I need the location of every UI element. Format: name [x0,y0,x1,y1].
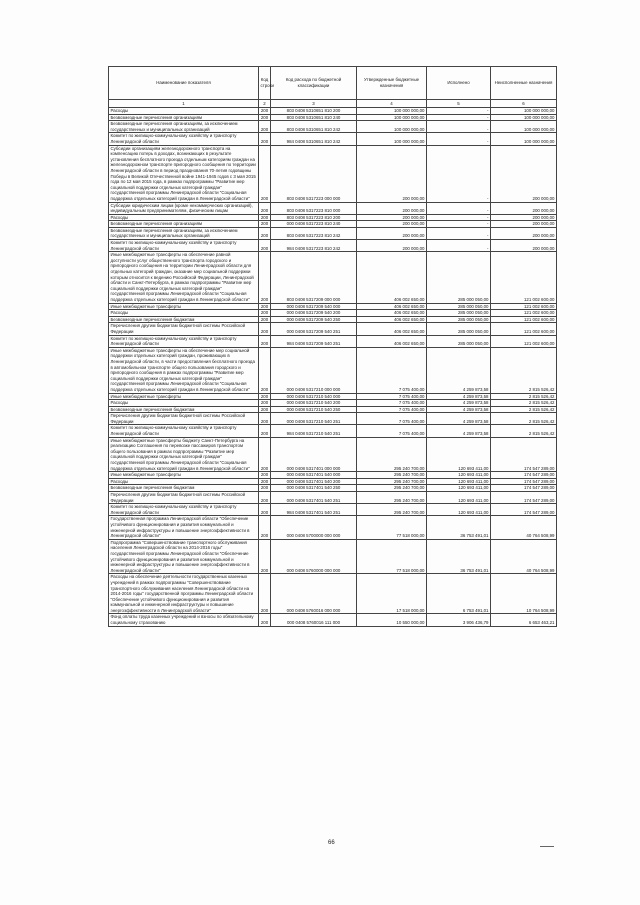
row-executed: 4 259 873,58 [427,406,491,413]
row-unexecuted: 40 764 508,99 [491,539,557,574]
row-executed: 36 753 491,01 [427,516,491,539]
row-unexecuted: 174 547 289,00 [491,478,557,485]
row-budget-code: 803 0408 5317209 000 000 [271,252,357,303]
row-name: Иные межбюджетные трансферты на обеспечение мер социальной поддержки отдельных категорий граждан, проживающих в Ленинградской области, в части предоставления бесплатного проезда в автомобильном транспорте общего пользования городского и пригородного сообщения в рамках подпрограммы "Развитие мер социальной поддержки отдельных категорий граждан" государственной программы Ленинградской области "Социальная поддержка отдельных категорий граждан в Ленинградской области" [109,347,259,393]
table-row [109,492,557,504]
row-executed: - [427,133,491,145]
row-approved: 10 550 000,00 [357,614,427,626]
row-name: Подпрограмма "Совершенствование транспортного обслуживания населения Ленинградской области на 2014-2016 годы" государственной программы Ленинградской области "Обеспечение устойчивого функционирования и развития коммунальной и инженерной инфраструктуры и повышение энергоэффективности в Ленинградской области" [109,539,259,574]
row-name: Безвозмездные перечисления бюджетам [109,485,259,492]
row-line-code: 200 [259,413,271,425]
row-executed: - [427,214,491,221]
row-unexecuted: 121 002 600,00 [491,316,557,323]
row-executed: - [427,114,491,121]
row-name: Субсидии юридическим лицам (кроме некоммерческих организаций), индивидуальным предпринимателям, физическим лицам [109,202,259,214]
row-line-code: 200 [259,485,271,492]
row-budget-code: 000 0408 5700000 000 000 [271,516,357,539]
row-budget-code: 000 0408 5760016 000 000 [271,574,357,614]
row-line-code: 200 [259,574,271,614]
row-unexecuted: 10 764 508,99 [491,574,557,614]
row-executed: 120 693 411,00 [427,472,491,479]
row-name: Комитет по жилищно-коммунальному хозяйству и транспорту Ленинградской области [109,335,259,347]
row-name: Иные межбюджетные трансферты [109,393,259,400]
table-row [109,335,557,347]
table-row [109,114,557,121]
row-name: Государственная программа Ленинградской области "Обеспечение устойчивого функционирования и развития коммунальной и инженерной инфраструктуры и повышение энергоэффективности в Ленинградской области" [109,516,259,539]
row-unexecuted: 174 547 289,00 [491,492,557,504]
row-line-code: 200 [259,437,271,472]
row-approved: 406 002 650,00 [357,310,427,317]
table-row [109,240,557,252]
row-line-code: 200 [259,145,271,202]
row-name: Перечисления другим бюджетам бюджетной системы Российской Федерации [109,492,259,504]
row-line-code: 200 [259,400,271,407]
row-executed: 120 693 411,00 [427,478,491,485]
row-executed: - [427,227,491,239]
row-budget-code: 000 0408 5317209 540 250 [271,316,357,323]
row-line-code: 200 [259,406,271,413]
table-row [109,539,557,574]
header-unexecuted: Неисполненные назначения [491,67,557,100]
row-approved: 100 000 000,00 [357,133,427,145]
row-name: Расходы на обеспечение деятельности государственных казенных учреждений в рамках подпрограммы "Совершенствование транспортного обслуживания населения Ленинградской области на 2014-2016 годы" государственной программы Ленинградской области "Обеспечение устойчивого функционирования и развития коммунальной и инженерной инфраструктуры и повышение энергоэффективности в Ленинградской области" [109,574,259,614]
row-executed: 285 000 050,00 [427,335,491,347]
table-row [109,516,557,539]
row-budget-code: 000 0408 5760016 111 000 [271,614,357,626]
row-unexecuted: 2 815 526,42 [491,413,557,425]
row-budget-code: 000 0408 5317401 540 200 [271,478,357,485]
row-line-code: 200 [259,614,271,626]
row-name: Комитет по жилищно-коммунальному хозяйству и транспорту Ленинградской области [109,425,259,437]
row-unexecuted: 40 764 508,99 [491,516,557,539]
row-executed: 120 693 411,00 [427,504,491,516]
row-line-code: 200 [259,214,271,221]
row-approved: 295 240 700,00 [357,472,427,479]
column-number: 2 [259,100,271,108]
row-line-code: 200 [259,492,271,504]
row-executed: 285 000 050,00 [427,252,491,303]
row-name: Иные межбюджетные трансферты на обеспечение равной доступности услуг общественного транспорта городского и пригородного сообщения на территории Ленинградской области для отдельных категорий граждан, оказание мер социальной поддержки которым относится к ведению Российской Федерации, Ленинградской области и Санкт-Петербурга, в рамках подпрограммы "Развитие мер социальной поддержки отдельных категорий граждан" государственной программы Ленинградской области "Социальная поддержка отдельных категорий граждан в Ленинградской области" [109,252,259,303]
budget-execution-table [108,66,557,627]
row-unexecuted: 100 000 000,00 [491,121,557,133]
row-executed: - [427,221,491,228]
row-approved: 7 075 400,00 [357,347,427,393]
row-line-code: 200 [259,221,271,228]
row-executed: - [427,202,491,214]
row-executed: 4 259 873,58 [427,347,491,393]
row-budget-code: 803 0408 5310651 810 200 [271,108,357,115]
row-approved: 406 002 650,00 [357,316,427,323]
table-row [109,310,557,317]
table-row [109,614,557,626]
row-line-code: 200 [259,252,271,303]
row-line-code: 200 [259,393,271,400]
row-name: Перечисления другим бюджетам бюджетной системы Российской Федерации [109,413,259,425]
row-budget-code: 803 0408 5310651 810 242 [271,121,357,133]
row-line-code: 200 [259,240,271,252]
column-number-row [109,100,557,108]
row-unexecuted: 174 547 289,00 [491,504,557,516]
row-name: Комитет по жилищно-коммунальному хозяйству и транспорту Ленинградской области [109,504,259,516]
row-budget-code: 000 0408 5317401 540 000 [271,472,357,479]
row-budget-code: 803 0408 5317223 810 242 [271,227,357,239]
row-budget-code: 000 0408 5317210 540 200 [271,400,357,407]
row-name: Расходы [109,400,259,407]
table-row [109,202,557,214]
row-unexecuted: 2 815 526,42 [491,406,557,413]
row-budget-code: 000 0408 5317209 540 000 [271,303,357,310]
row-line-code: 200 [259,202,271,214]
row-unexecuted: 2 815 526,42 [491,347,557,393]
row-approved: 406 002 650,00 [357,323,427,335]
row-line-code: 200 [259,516,271,539]
row-approved: 100 000 000,00 [357,108,427,115]
table-row [109,485,557,492]
row-unexecuted: 200 000,00 [491,221,557,228]
row-executed: 4 259 873,58 [427,400,491,407]
table-row [109,145,557,202]
row-name: Безвозмездные перечисления бюджетам [109,316,259,323]
row-executed: 4 259 873,58 [427,393,491,400]
table-row [109,347,557,393]
row-approved: 100 000 000,00 [357,121,427,133]
row-budget-code: 000 0408 5317401 000 000 [271,437,357,472]
row-approved: 200 000,00 [357,214,427,221]
table-row [109,425,557,437]
row-approved: 200 000,00 [357,202,427,214]
row-approved: 406 002 650,00 [357,335,427,347]
table-row [109,316,557,323]
header-budget-code: Код расхода по бюджетной классификации [271,67,357,100]
row-executed: - [427,108,491,115]
row-approved: 200 000,00 [357,221,427,228]
row-approved: 295 240 700,00 [357,504,427,516]
header-line-code: Код строки [259,67,271,100]
row-approved: 7 075 400,00 [357,425,427,437]
row-name: Фонд оплаты труда казенных учреждений и взносы по обязательному социальному страхованию [109,614,259,626]
row-unexecuted: 100 000 000,00 [491,114,557,121]
header-executed: Исполнено [427,67,491,100]
row-line-code: 200 [259,347,271,393]
row-approved: 100 000 000,00 [357,114,427,121]
table-row [109,393,557,400]
row-budget-code: 984 0408 5317210 540 251 [271,425,357,437]
row-unexecuted: 121 002 600,00 [491,310,557,317]
row-name: Иные межбюджетные трансферты бюджету Санкт-Петербурга на реализацию Соглашения по перевозке пассажиров транспортом общего пользования в рамках подпрограммы "Развитие мер социальной поддержки отдельных категорий граждан" государственной программы Ленинградской области "Социальная поддержка отдельных категорий граждан в Ленинградской области" [109,437,259,472]
table-row [109,406,557,413]
row-budget-code: 000 0408 5317401 540 251 [271,492,357,504]
table-row [109,323,557,335]
row-budget-code: 000 0408 5317210 540 251 [271,413,357,425]
row-name: Комитет по жилищно-коммунальному хозяйству и транспорту Ленинградской области [109,133,259,145]
column-number: 1 [109,100,259,108]
row-unexecuted: 6 653 463,21 [491,614,557,626]
row-budget-code: 803 0408 5317223 810 000 [271,202,357,214]
row-approved: 77 518 000,00 [357,539,427,574]
row-executed: 4 259 873,58 [427,413,491,425]
row-unexecuted: 2 815 526,42 [491,400,557,407]
table-row [109,400,557,407]
row-unexecuted: 174 547 289,00 [491,437,557,472]
row-budget-code: 803 0408 5310651 810 240 [271,114,357,121]
table-row [109,504,557,516]
row-executed: 285 000 050,00 [427,303,491,310]
header-indicator-name: Наименование показателя [109,67,259,100]
row-line-code: 200 [259,539,271,574]
row-unexecuted: 121 002 600,00 [491,303,557,310]
row-executed: 4 259 873,58 [427,425,491,437]
table-row [109,252,557,303]
row-name: Безвозмездные перечисления организациям [109,114,259,121]
row-name: Безвозмездные перечисления бюджетам [109,406,259,413]
row-approved: 406 002 650,00 [357,303,427,310]
row-budget-code: 000 0408 5317210 540 250 [271,406,357,413]
row-budget-code: 000 0408 5317210 000 000 [271,347,357,393]
row-approved: 200 000,00 [357,240,427,252]
row-unexecuted: 2 815 526,42 [491,425,557,437]
row-unexecuted: 200 000,00 [491,202,557,214]
row-unexecuted: 121 002 600,00 [491,252,557,303]
row-line-code: 200 [259,323,271,335]
row-unexecuted: 121 002 600,00 [491,335,557,347]
column-number: 6 [491,100,557,108]
row-budget-code: 984 0408 5317401 540 251 [271,504,357,516]
row-executed: 285 000 050,00 [427,316,491,323]
row-line-code: 200 [259,478,271,485]
row-budget-code: 803 0408 5317223 000 000 [271,145,357,202]
row-line-code: 200 [259,472,271,479]
row-approved: 7 075 400,00 [357,400,427,407]
row-executed: 285 000 050,00 [427,310,491,317]
row-executed: 3 906 436,79 [427,614,491,626]
row-budget-code: 000 0408 5760000 000 000 [271,539,357,574]
row-approved: 200 000,00 [357,227,427,239]
table-row [109,133,557,145]
table-row [109,478,557,485]
row-executed: 285 000 050,00 [427,323,491,335]
row-unexecuted: 121 002 600,00 [491,323,557,335]
row-name: Расходы [109,310,259,317]
margin-dash [540,846,554,847]
row-executed: 36 753 491,01 [427,539,491,574]
table-row [109,214,557,221]
row-unexecuted: 200 000,00 [491,227,557,239]
row-budget-code: 000 0408 5317209 540 251 [271,323,357,335]
row-name: Комитет по жилищно-коммунальному хозяйству и транспорту Ленинградской области [109,240,259,252]
row-unexecuted: 200 000,00 [491,145,557,202]
row-executed: 120 693 411,00 [427,437,491,472]
row-approved: 77 518 000,00 [357,516,427,539]
row-budget-code: 984 0408 5317223 810 242 [271,240,357,252]
row-budget-code: 000 0408 5317401 540 250 [271,485,357,492]
row-name: Безвозмездные перечисления организациям, за исключением государственных и муниципальных организаций [109,227,259,239]
table-row [109,221,557,228]
row-approved: 7 075 400,00 [357,413,427,425]
row-budget-code: 000 0408 5317209 540 200 [271,310,357,317]
row-approved: 17 518 000,00 [357,574,427,614]
row-unexecuted: 100 000 000,00 [491,108,557,115]
row-name: Безвозмездные перечисления организациям [109,221,259,228]
row-approved: 295 240 700,00 [357,437,427,472]
row-executed: 120 693 411,00 [427,492,491,504]
table-header-row [109,67,557,100]
column-number: 4 [357,100,427,108]
row-unexecuted: 200 000,00 [491,214,557,221]
row-line-code: 200 [259,114,271,121]
row-name: Субсидии организациям железнодорожного транспорта на компенсацию потерь в доходах, возникающих в результате установления бесплатного проезда отдельным категориям граждан на железнодорожном транспорте пригородного сообщения по территории Ленинградской области в период празднования 70-летия годовщины Победы в Великой Отечественной войне 1941-1945 годов с 3 мая 2015 года по 12 мая 2015 года, в рамках подпрограммы "Развитие мер социальной поддержки отдельных категорий граждан" государственной программы Ленинградской области "Социальная поддержка отдельных категорий граждан в Ленинградской области" [109,145,259,202]
row-executed: - [427,145,491,202]
table-row [109,108,557,115]
row-line-code: 200 [259,316,271,323]
row-approved: 295 240 700,00 [357,492,427,504]
table-row [109,413,557,425]
row-budget-code: 803 0408 5317223 810 200 [271,214,357,221]
row-line-code: 200 [259,133,271,145]
row-executed: - [427,240,491,252]
table-body [109,108,557,627]
row-executed: 6 753 491,01 [427,574,491,614]
row-unexecuted: 2 815 526,42 [491,393,557,400]
row-approved: 406 002 650,00 [357,252,427,303]
row-budget-code: 984 0408 5310651 810 242 [271,133,357,145]
row-line-code: 200 [259,227,271,239]
row-name: Расходы [109,108,259,115]
row-line-code: 200 [259,425,271,437]
row-name: Иные межбюджетные трансферты [109,303,259,310]
row-name: Иные межбюджетные трансферты [109,472,259,479]
row-approved: 295 240 700,00 [357,485,427,492]
row-name: Безвозмездные перечисления организациям, за исключением государственных и муниципальных организаций [109,121,259,133]
table-row [109,472,557,479]
row-unexecuted: 174 547 289,00 [491,472,557,479]
row-budget-code: 000 0408 5317210 540 000 [271,393,357,400]
table-row [109,303,557,310]
page-number: 66 [328,840,335,846]
table-row [109,227,557,239]
table-row [109,437,557,472]
row-approved: 295 240 700,00 [357,478,427,485]
row-line-code: 200 [259,335,271,347]
row-approved: 200 000,00 [357,145,427,202]
row-line-code: 200 [259,504,271,516]
row-executed: 120 693 411,00 [427,485,491,492]
column-number: 3 [271,100,357,108]
row-unexecuted: 100 000 000,00 [491,133,557,145]
row-name: Расходы [109,214,259,221]
row-approved: 7 075 400,00 [357,393,427,400]
row-line-code: 200 [259,121,271,133]
row-budget-code: 000 0408 5317223 810 240 [271,221,357,228]
row-name: Перечисления другим бюджетам бюджетной системы Российской Федерации [109,323,259,335]
row-name: Расходы [109,478,259,485]
table-row [109,574,557,614]
row-budget-code: 984 0408 5317209 540 251 [271,335,357,347]
row-unexecuted: 200 000,00 [491,240,557,252]
row-approved: 7 075 400,00 [357,406,427,413]
row-unexecuted: 174 547 289,00 [491,485,557,492]
table-row [109,121,557,133]
row-line-code: 200 [259,108,271,115]
row-executed: - [427,121,491,133]
header-approved: Утвержденные бюджетные назначения [357,67,427,100]
row-line-code: 200 [259,303,271,310]
column-number: 5 [427,100,491,108]
row-line-code: 200 [259,310,271,317]
